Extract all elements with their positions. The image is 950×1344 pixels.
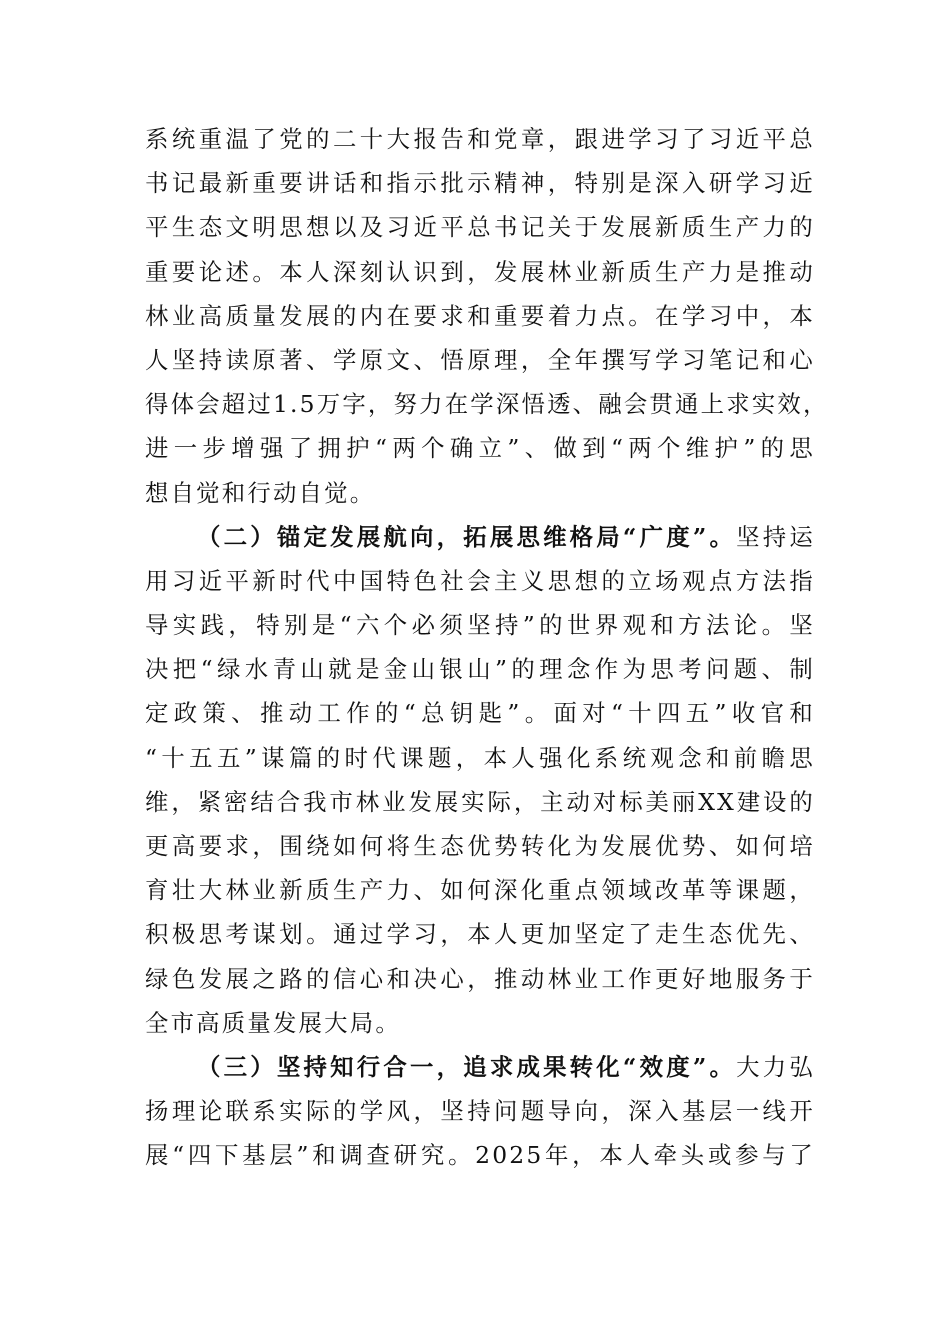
text-line: 绿色发展之路的信心和决心，推动林业工作更好地服务于 [145, 964, 815, 993]
text-line [145, 1045, 815, 1089]
text-line: 积极思考谋划。通过学习，本人更加坚定了走生态优先、 [145, 920, 815, 949]
section-heading: （三）坚持知行合一，追求成果转化“效度”。 [197, 1052, 737, 1081]
paragraph-3 [145, 1045, 815, 1178]
text-line: 人坚持读原著、学原文、悟原理，全年撰写学习笔记和心 [145, 345, 815, 374]
text-line: 扬理论联系实际的学风，坚持问题导向，深入基层一线开 [145, 1097, 815, 1126]
text-line: 育壮大林业新质生产力、如何深化重点领域改革等课题， [145, 876, 815, 905]
text-line: 维，紧密结合我市林业发展实际，主动对标美丽XX建设的 [145, 787, 815, 816]
text-line: 导实践，特别是“六个必须坚持”的世界观和方法论。坚 [145, 611, 815, 640]
text-run: 坚持运 [736, 522, 815, 551]
text-run: 大力弘 [736, 1052, 815, 1081]
text-line: 想自觉和行动自觉。 [145, 478, 376, 507]
text-line: 展“四下基层”和调查研究。2025年，本人牵头或参与了 [145, 1141, 815, 1170]
text-line [145, 515, 815, 559]
section-heading: （二）锚定发展航向，拓展思维格局“广度”。 [197, 522, 737, 551]
text-line: 用习近平新时代中国特色社会主义思想的立场观点方法指 [145, 566, 815, 595]
text-line: 进一步增强了拥护“两个确立”、做到“两个维护”的思 [145, 434, 815, 463]
text-line: 定政策、推动工作的“总钥匙”。面对“十四五”收官和 [145, 699, 815, 728]
text-line: 得体会超过1.5万字，努力在学深悟透、融会贯通上求实效， [145, 390, 829, 419]
text-line: “十五五”谋篇的时代课题，本人强化系统观念和前瞻思 [145, 743, 815, 772]
text-line: 系统重温了党的二十大报告和党章，跟进学习了习近平总 [145, 125, 815, 153]
text-line: 重要论述。本人深刻认识到，发展林业新质生产力是推动 [145, 257, 815, 286]
text-line: 平生态文明思想以及习近平总书记关于发展新质生产力的 [145, 213, 815, 242]
text-line: 更高要求，围绕如何将生态优势转化为发展优势、如何培 [145, 832, 815, 860]
text-line: 书记最新重要讲话和指示批示精神，特别是深入研学习近 [145, 169, 815, 198]
paragraph-2 [145, 515, 815, 1045]
text-line: 全市高质量发展大局。 [145, 1008, 401, 1037]
text-line: 决把“绿水青山就是金山银山”的理念作为思考问题、制 [145, 655, 815, 684]
paragraph-1 [145, 117, 829, 515]
text-line: 林业高质量发展的内在要求和重要着力点。在学习中，本 [145, 301, 815, 330]
document-body [145, 117, 829, 1178]
